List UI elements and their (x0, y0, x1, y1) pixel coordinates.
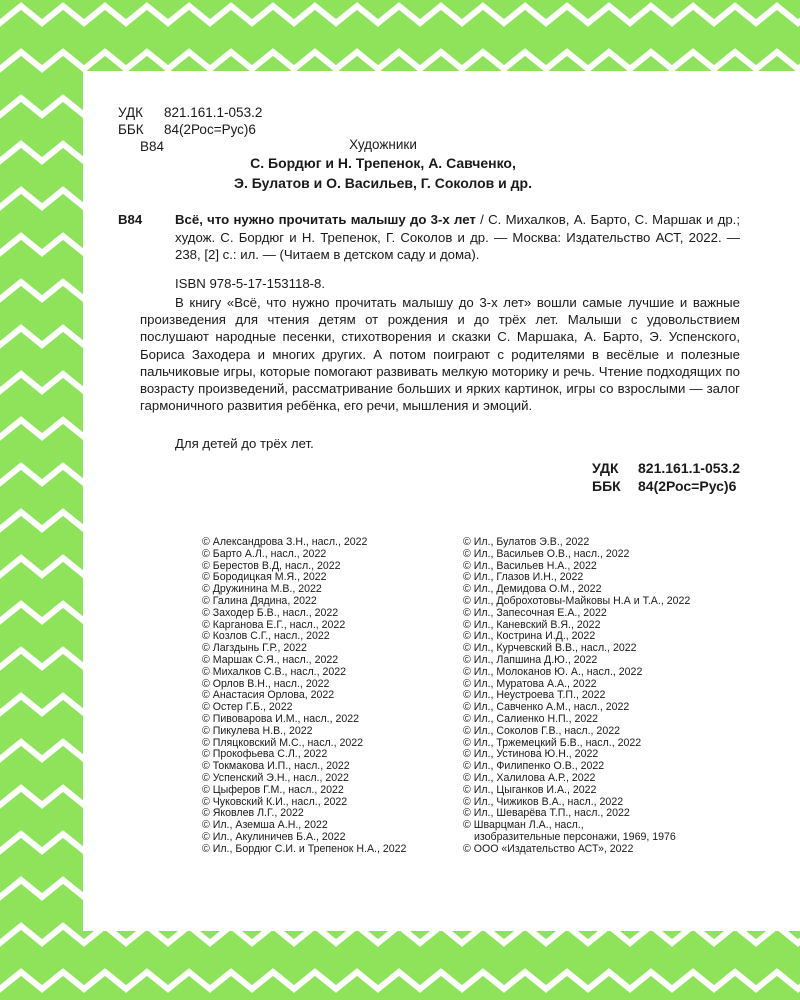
imprint-page (83, 71, 800, 931)
artists-heading: Художники (349, 137, 417, 152)
copyright-line: © Ил., Салиенко Н.П., 2022 (463, 712, 599, 725)
copyright-line: © Цыферов Г.М., насл., 2022 (202, 783, 344, 796)
copyright-line: © Ил., Устинова Ю.Н., 2022 (463, 748, 599, 761)
udk-label: УДК (118, 105, 143, 120)
copyright-line: © Чуковский К.И., насл., 2022 (202, 795, 348, 808)
copyright-line: © Шварцман Л.А., насл., (463, 819, 584, 832)
copyright-line: © Пикулева Н.В., 2022 (202, 724, 313, 737)
copyright-line: © Лагздынь Г.Р., 2022 (202, 642, 307, 655)
copyright-line: © Ил., Шеварёва Т.П., насл., 2022 (463, 807, 630, 820)
copyright-line: © Ил., Халилова А.Р., 2022 (463, 771, 596, 784)
copyright-line: © Ил., Доброхотовы-Майковы Н.А и Т.А., 2022 (463, 594, 691, 607)
copyright-line: © Ил., Акулиничев Б.А., 2022 (202, 830, 346, 843)
copyright-line: © Ил., Бордюг С.И. и Трепенок Н.А., 2022 (202, 842, 407, 855)
copyright-line: © Ил., Демидова О.М., 2022 (463, 583, 602, 596)
copyright-line: © Ил., Молоканов Ю. А., насл., 2022 (463, 665, 643, 678)
copyright-line: © Яковлев Л.Г., 2022 (202, 807, 304, 820)
copyright-line: © Прокофьева С.Л., 2022 (202, 748, 328, 761)
copyright-list-right (463, 537, 690, 856)
zigzag-line (0, 52, 800, 69)
copyright-line: © Дружинина М.В., 2022 (202, 583, 322, 596)
copyright-line: © Ил., Васильев О.В., насл., 2022 (463, 547, 630, 560)
copyright-list-left (202, 537, 406, 856)
copyright-line: © Ил., Неустроева Т.П., 2022 (463, 689, 606, 702)
copyright-line: © Карганова Е.Г., насл., 2022 (202, 618, 346, 631)
copyright-line: © ООО «Издательство АСТ», 2022 (463, 842, 634, 855)
bbk-value: 84(2Рос=Рус)6 (164, 122, 256, 137)
zigzag-line (0, 6, 800, 23)
copyright-line: изобразительные персонажи, 1969, 1976 (474, 830, 676, 843)
copyright-line: © Ил., Чижиков В.А., насл., 2022 (463, 795, 624, 808)
bib-code: В84 (118, 212, 143, 227)
udk-label-bottom: УДК (592, 460, 619, 476)
zigzag-line (0, 972, 800, 989)
copyright-line: © Ил., Аземша А.Н., 2022 (202, 819, 328, 832)
copyright-line: © Ил., Глазов И.Н., 2022 (463, 571, 584, 584)
copyright-line: © Ил., Курчевский В.В., насл., 2022 (463, 642, 637, 655)
copyright-line: © Александрова З.Н., насл., 2022 (202, 536, 368, 548)
age-note: Для детей до трёх лет. (175, 436, 314, 451)
copyright-line: © Ил., Запесочная Е.А., 2022 (463, 606, 607, 619)
copyright-line: © Ил., Кострина И.Д., 2022 (463, 630, 596, 643)
copyright-line: © Ил., Булатов Э.В., 2022 (463, 536, 590, 548)
artists-line-2: Э. Булатов и О. Васильев, Г. Соколов и др. (234, 175, 532, 191)
copyright-line: © Успенский Э.Н., насл., 2022 (202, 771, 349, 784)
copyright-line: © Галина Дядина, 2022 (202, 594, 317, 607)
udk-value: 821.161.1-053.2 (164, 105, 263, 120)
copyright-line: © Ил., Филипенко О.В., 2022 (463, 760, 605, 773)
copyright-line: © Заходер Б.В., насл., 2022 (202, 606, 339, 619)
copyright-line: © Ил., Савченко А.М., насл., 2022 (463, 701, 630, 714)
author-mark: В84 (140, 139, 165, 154)
copyright-line: © Ил., Муратова А.А., 2022 (463, 677, 597, 690)
copyright-line: © Маршак С.Я., насл., 2022 (202, 653, 339, 666)
copyright-line: © Ил., Васильев Н.А., 2022 (463, 559, 597, 572)
annotation-text: В книгу «Всё, что нужно прочитать малышу до 3-х лет» вошли самые лучшие и важные произведения для чтения детям от рождения и до трёх лет. Малыши с удовольствием послушают народные песенки, стихотворения и сказки С. Маршака, А. Барто, Э. Успенского, Бориса Заходера и многих других. А потом поиграют с родителями в весёлые и полезные пальчиковые игры, которые помогают развивать мелкую моторику и речь. Чтение подходящих по возрасту произведений, рассматривание больших и ярких картинок, игры со взрослыми — залог гармоничного развития ребёнка, его речи, мышления и эмоций. (140, 295, 740, 414)
bibliographic-record (118, 211, 740, 264)
copyright-line: © Анастасия Орлова, 2022 (202, 689, 335, 702)
udk-bbk-footer (592, 459, 740, 495)
udk-value-bottom: 821.161.1-053.2 (638, 460, 740, 476)
copyright-line: © Барто А.Л., насл., 2022 (202, 547, 327, 560)
copyright-line: © Ил., Цыганков И.А., 2022 (463, 783, 597, 796)
copyright-line: © Бородицкая М.Я., 2022 (202, 571, 327, 584)
artists-line-1: С. Бордюг и Н. Трепенок, А. Савченко, (250, 155, 516, 171)
copyright-line: © Ил., Лапшина Д.Ю., 2022 (463, 653, 598, 666)
copyright-line: © Пивоварова И.М., насл., 2022 (202, 712, 360, 725)
copyright-line: © Ил., Тржемецкий Б.В., насл., 2022 (463, 736, 642, 749)
book-title: Всё, что нужно прочитать малышу до 3-х лет (175, 212, 476, 227)
copyright-line: © Михалков С.В., насл., 2022 (202, 665, 347, 678)
bbk-label: ББК (118, 122, 144, 137)
bib-details: / С. Михалков, А. Барто, С. Маршак и др.; худож. С. Бордюг и Н. Трепенок, Г. Соколов и др. — Москва: Издательство АСТ, 2022. — 238, [2] с.: ил. — (Читаем в детском саду и дома). (175, 212, 740, 262)
bbk-value-bottom: 84(2Рос=Рус)6 (638, 478, 737, 494)
copyright-line: © Пляцковский М.С., насл., 2022 (202, 736, 364, 749)
copyright-line: © Токмакова И.П., насл., 2022 (202, 760, 350, 773)
copyright-line: © Остер Г.Б., 2022 (202, 701, 293, 714)
bbk-label-bottom: ББК (592, 478, 621, 494)
copyright-line: © Ил., Каневский В.Я., 2022 (463, 618, 601, 631)
copyright-line: © Ил., Соколов Г.В., насл., 2022 (463, 724, 620, 737)
isbn: ISBN 978-5-17-153118-8. (175, 276, 326, 291)
copyright-line: © Орлов В.Н., насл., 2022 (202, 677, 330, 690)
copyright-line: © Козлов С.Г., насл., 2022 (202, 630, 330, 643)
annotation (140, 294, 740, 414)
copyright-line: © Берестов В.Д, насл., 2022 (202, 559, 341, 572)
